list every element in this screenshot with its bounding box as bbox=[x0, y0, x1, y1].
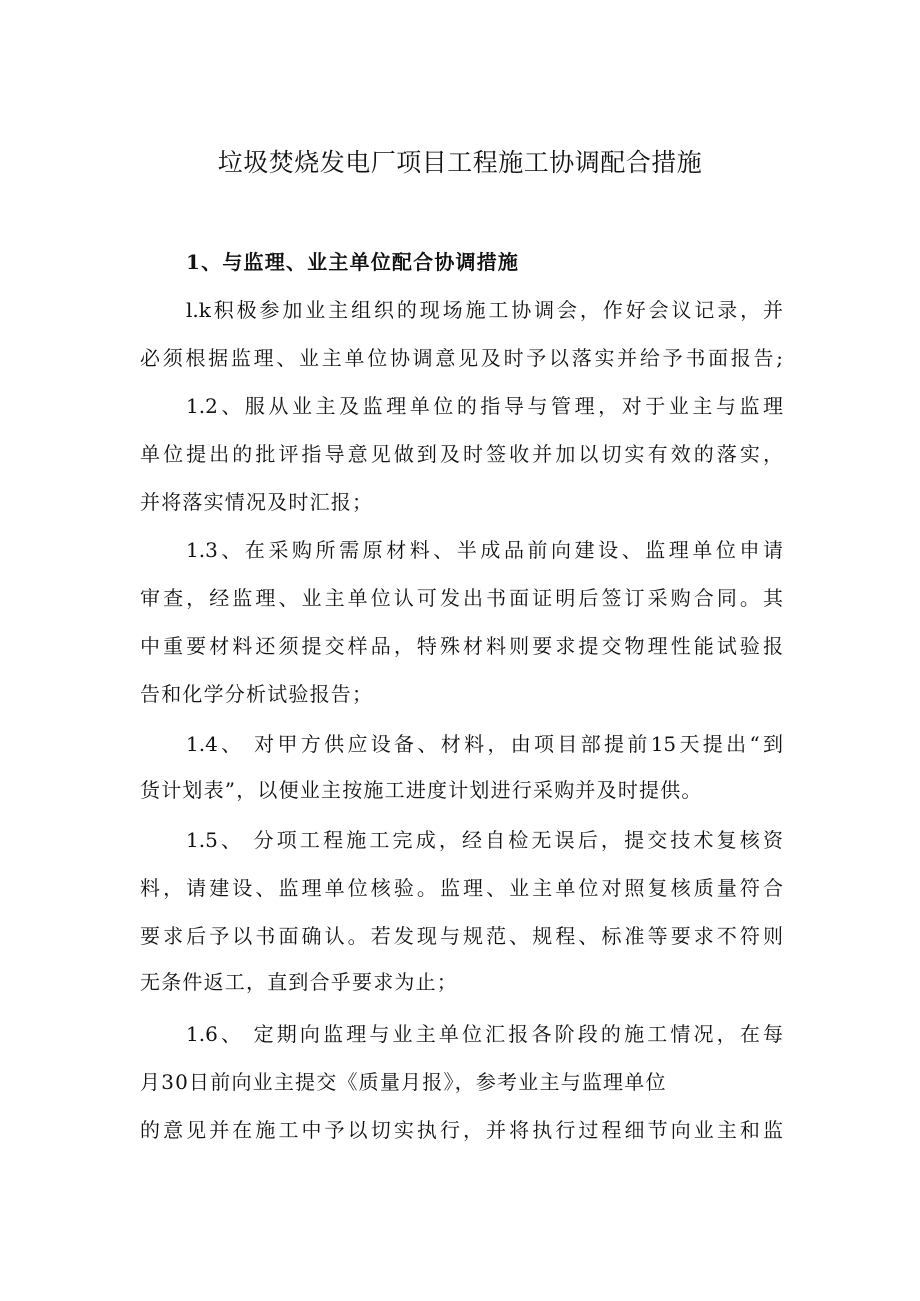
document-title: 垃圾焚烧发电厂项目工程施工协调配合措施 bbox=[217, 148, 703, 177]
paragraph-line: 1.2、服从业主及监理单位的指导与管理，对于业主与监理 bbox=[186, 394, 783, 418]
paragraph-line: 必须根据监理、业主单位协调意见及时予以落实并给予书面报告; bbox=[140, 346, 783, 370]
paragraph-line: 1.5、 分项工程施工完成，经自检无误后，提交技术复核资 bbox=[186, 828, 783, 852]
paragraph-line: 1.4、 对甲方供应设备、材料，由项目部提前15天提出“到 bbox=[186, 732, 783, 756]
paragraph-line: 告和化学分析试验报告； bbox=[140, 682, 374, 706]
paragraph-line: 审查，经监理、业主单位认可发出书面证明后签订采购合同。其 bbox=[140, 586, 783, 610]
section-heading: 1、与监理、业主单位配合协调措施 bbox=[186, 250, 520, 274]
paragraph-line: 中重要材料还须提交样品，特殊材料则要求提交物理性能试验报 bbox=[140, 634, 783, 658]
paragraph-line: 单位提出的批评指导意见做到及时签收并加以切实有效的落实， bbox=[140, 442, 783, 466]
paragraph-line: 料，请建设、监理单位核验。监理、业主单位对照复核质量符合 bbox=[140, 876, 783, 900]
paragraph-line: 货计划表”，以便业主按施工进度计划进行采购并及时提供。 bbox=[140, 778, 703, 802]
paragraph-line: 1.6、 定期向监理与业主单位汇报各阶段的施工情况，在每 bbox=[186, 1022, 783, 1046]
paragraph-line: 月30日前向业主提交《质量月报》，参考业主与监理单位 bbox=[140, 1070, 667, 1094]
paragraph-line: 的意见并在施工中予以切实执行，并将执行过程细节向业主和监 bbox=[140, 1118, 783, 1142]
paragraph-line: l.k积极参加业主组织的现场施工协调会，作好会议记录，并 bbox=[186, 298, 783, 322]
paragraph-line: 无条件返工，直到合乎要求为止； bbox=[140, 970, 458, 994]
paragraph-line: 要求后予以书面确认。若发现与规范、规程、标准等要求不符则 bbox=[140, 924, 783, 948]
paragraph-line: 并将落实情况及时汇报； bbox=[140, 490, 374, 514]
paragraph-line: 1.3、在采购所需原材料、半成品前向建设、监理单位申请 bbox=[186, 538, 783, 562]
